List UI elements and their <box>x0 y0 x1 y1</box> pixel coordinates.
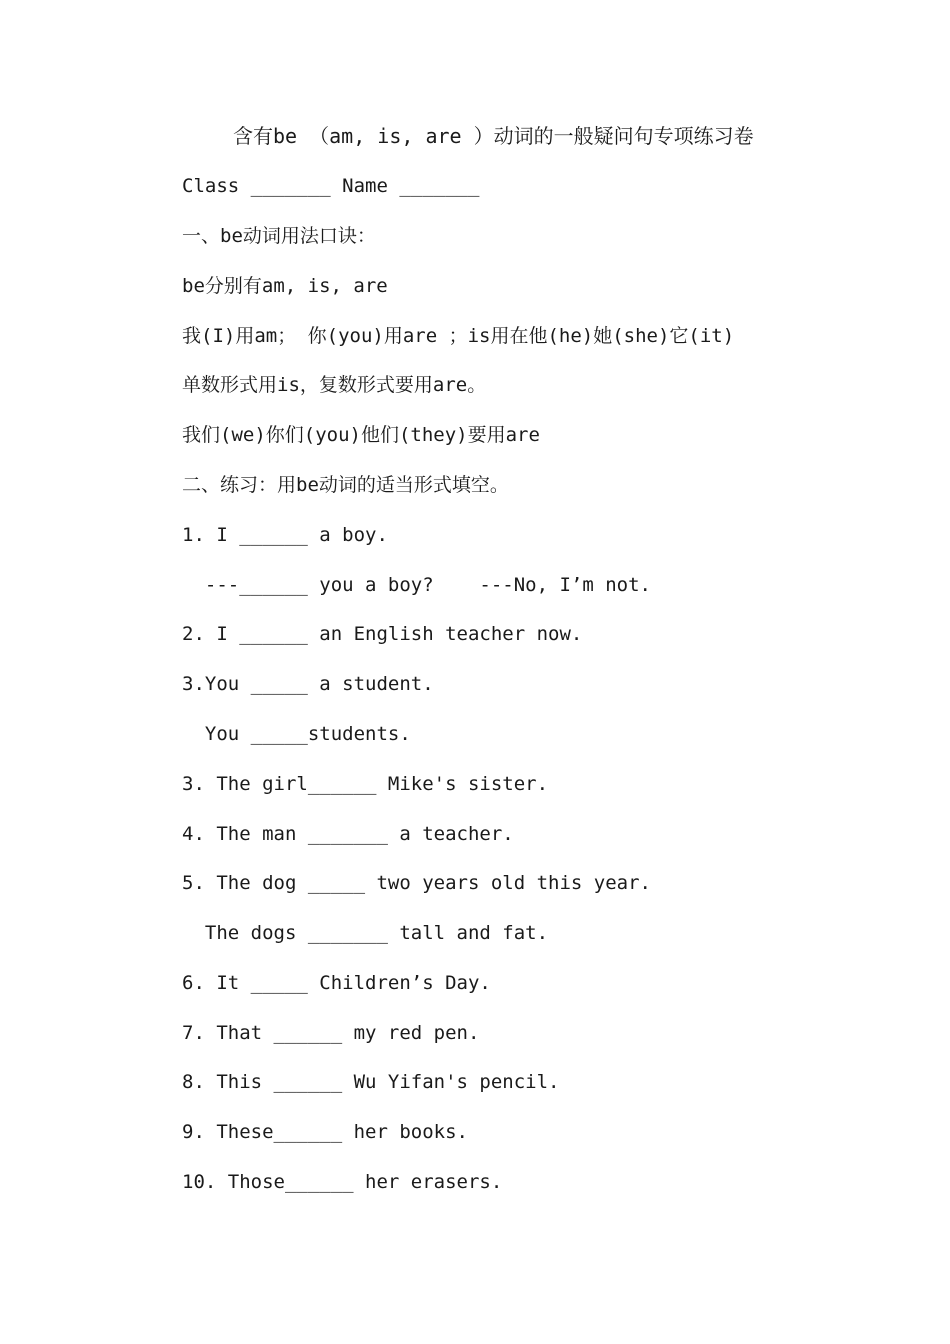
exercise-item: 4. The man _______ a teacher. <box>182 823 514 845</box>
rule-line-3: 单数形式用is，复数形式要用are。 <box>182 374 487 396</box>
exercise-item: 7. That ______ my red pen. <box>182 1022 480 1044</box>
exercise-item: 6. It _____ Children’s Day. <box>182 972 491 994</box>
exercise-item: You _____students. <box>182 723 411 745</box>
exercise-item: ---______ you a boy? ---No, I’m not. <box>182 574 651 596</box>
exercise-item: 5. The dog _____ two years old this year. <box>182 872 651 894</box>
rule-line-2: 我(I)用am； 你(you)用are ；is用在他(he)她(she)它(it) <box>182 325 735 347</box>
rule-line-4: 我们(we)你们(you)他们(they)要用are <box>182 424 540 446</box>
section1-heading: 一、be动词用法口诀： <box>182 225 376 247</box>
class-name-line: Class _______ Name _______ <box>182 175 480 197</box>
worksheet-title: 含有be （am, is, are ）动词的一般疑问句专项练习卷 <box>233 124 754 148</box>
exercise-item: 8. This ______ Wu Yifan's pencil. <box>182 1071 560 1093</box>
exercise-item: 2. I ______ an English teacher now. <box>182 623 583 645</box>
exercise-item: 1. I ______ a boy. <box>182 524 388 546</box>
exercise-item: 10. Those______ her erasers. <box>182 1171 503 1193</box>
rule-line-1: be分别有am, is, are <box>182 275 388 297</box>
exercise-item: The dogs _______ tall and fat. <box>182 922 549 944</box>
section2-heading: 二、练习：用be动词的适当形式填空。 <box>182 474 509 496</box>
exercise-item: 9. These______ her books. <box>182 1121 468 1143</box>
exercise-item: 3. The girl______ Mike's sister. <box>182 773 549 795</box>
exercise-item: 3.You _____ a student. <box>182 673 434 695</box>
